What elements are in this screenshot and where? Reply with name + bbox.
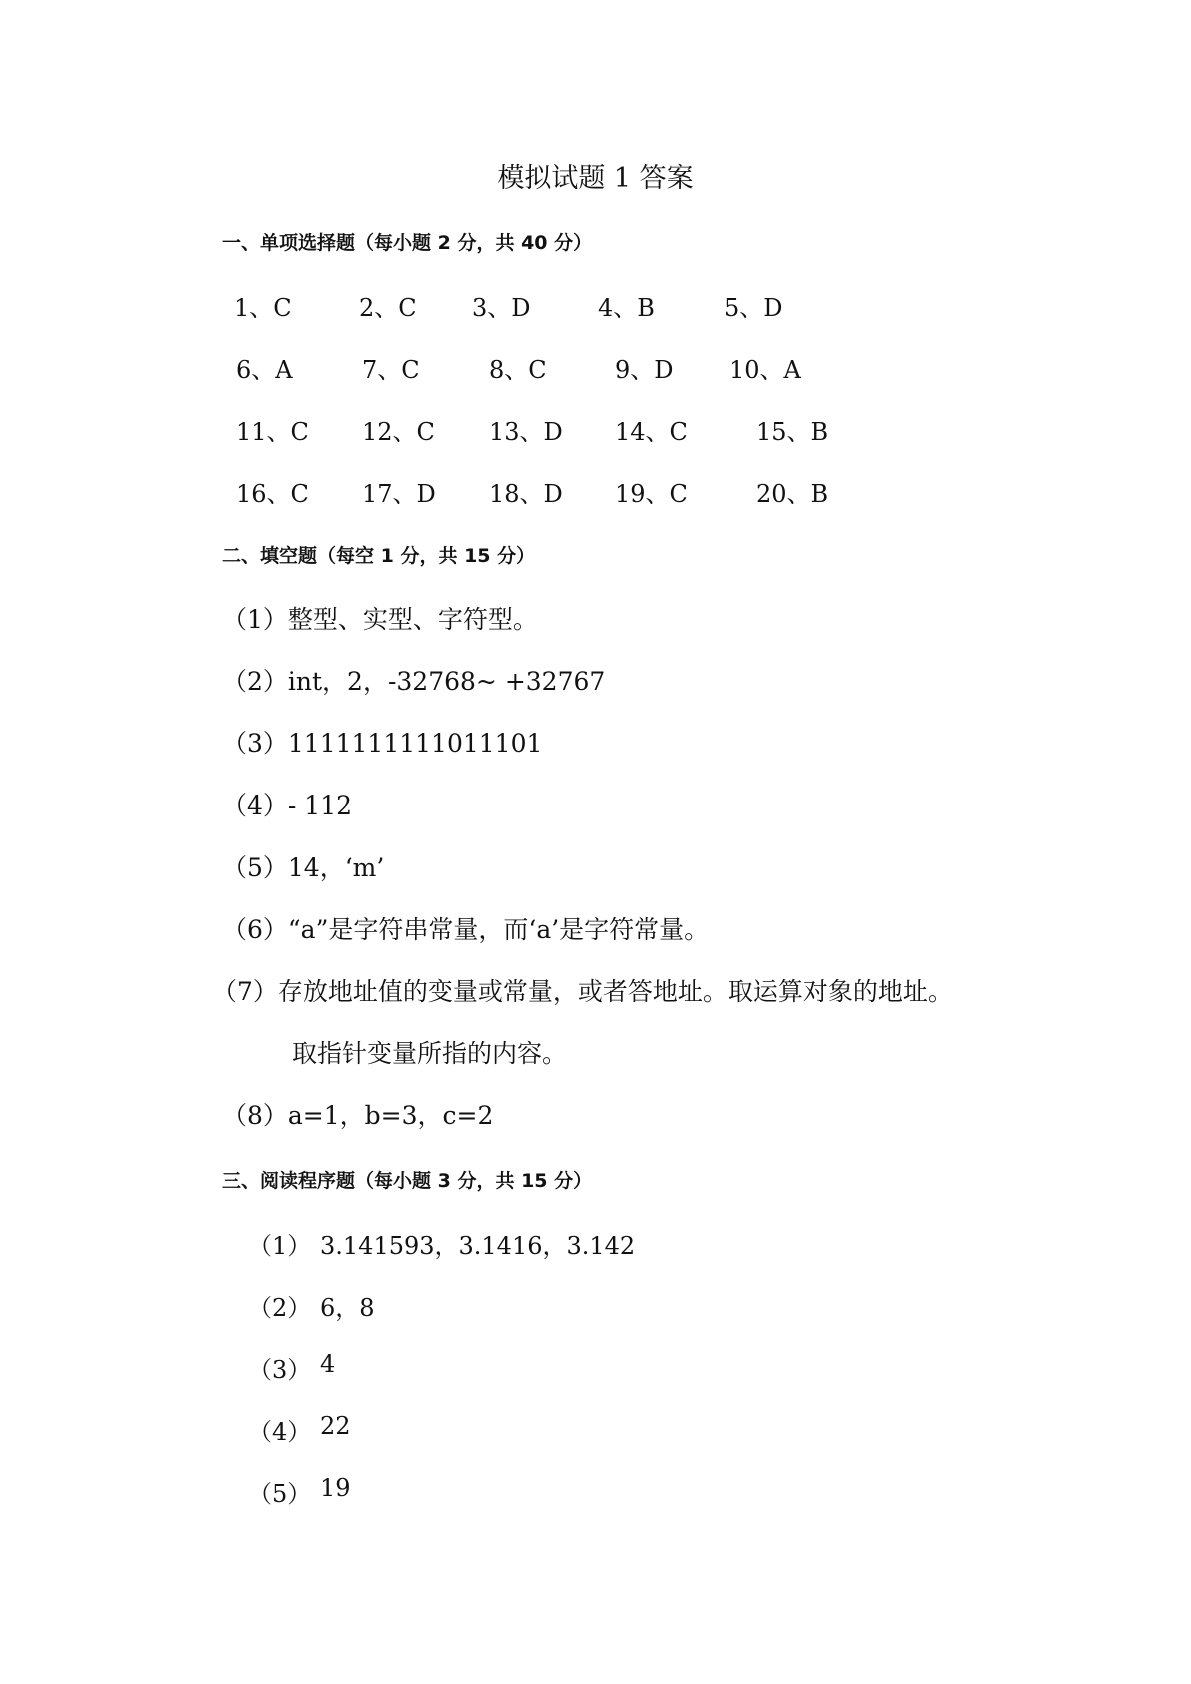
mc-answer: 8、C bbox=[489, 356, 547, 384]
mc-answer: 19、C bbox=[615, 480, 688, 508]
fill-answer: （2）int，2，-32768~ +32767 bbox=[222, 667, 606, 696]
mc-answer: 16、C bbox=[236, 480, 309, 508]
mc-answer: 1、C bbox=[234, 294, 292, 322]
section-heading-multiple-choice: 一、单项选择题（每小题 2 分，共 40 分） bbox=[222, 232, 593, 254]
mc-answer: 14、C bbox=[615, 418, 688, 446]
mc-answer: 15、B bbox=[756, 418, 829, 446]
fill-answer: （7）存放地址值的变量或常量，或者答地址。取运算对象的地址。 bbox=[212, 977, 953, 1006]
read-answer-number: （4） bbox=[248, 1418, 312, 1446]
fill-answer: （6）“a”是字符串常量，而‘a’是字符常量。 bbox=[222, 915, 710, 944]
read-answer-value: 22 bbox=[320, 1412, 351, 1440]
mc-answer: 9、D bbox=[615, 356, 674, 384]
mc-answer: 10、A bbox=[729, 356, 801, 384]
read-answer-number: （1） bbox=[248, 1232, 312, 1260]
fill-answer: （1）整型、实型、字符型。 bbox=[222, 605, 538, 634]
read-answer-value: 4 bbox=[320, 1350, 336, 1378]
page-title: 模拟试题 1 答案 bbox=[497, 163, 694, 194]
fill-answer: （5）14，‘m’ bbox=[222, 853, 385, 882]
read-answer-value: 19 bbox=[320, 1474, 351, 1502]
mc-answer: 12、C bbox=[362, 418, 435, 446]
fill-answer-continuation: 取指针变量所指的内容。 bbox=[292, 1039, 568, 1068]
mc-answer: 5、D bbox=[724, 294, 783, 322]
read-answer-value: 6，8 bbox=[320, 1294, 375, 1322]
fill-answer: （4）- 112 bbox=[222, 791, 353, 820]
section-heading-fill-in-blank: 二、填空题（每空 1 分，共 15 分） bbox=[222, 545, 536, 567]
read-answer-number: （2） bbox=[248, 1294, 312, 1322]
mc-answer: 13、D bbox=[489, 418, 563, 446]
mc-answer: 6、A bbox=[236, 356, 293, 384]
read-answer-number: （5） bbox=[248, 1480, 312, 1508]
mc-answer: 11、C bbox=[236, 418, 309, 446]
mc-answer: 17、D bbox=[362, 480, 436, 508]
read-answer-value: 3.141593，3.1416，3.142 bbox=[320, 1232, 636, 1260]
read-answer-number: （3） bbox=[248, 1356, 312, 1384]
section-heading-read-program: 三、阅读程序题（每小题 3 分，共 15 分） bbox=[222, 1170, 593, 1192]
mc-answer: 4、B bbox=[598, 294, 655, 322]
mc-answer: 7、C bbox=[362, 356, 420, 384]
fill-answer: （8）a=1，b=3，c=2 bbox=[222, 1101, 494, 1130]
mc-answer: 3、D bbox=[472, 294, 531, 322]
mc-answer: 20、B bbox=[756, 480, 829, 508]
mc-answer: 2、C bbox=[359, 294, 417, 322]
fill-answer: （3）1111111111011101 bbox=[222, 729, 543, 758]
mc-answer: 18、D bbox=[489, 480, 563, 508]
